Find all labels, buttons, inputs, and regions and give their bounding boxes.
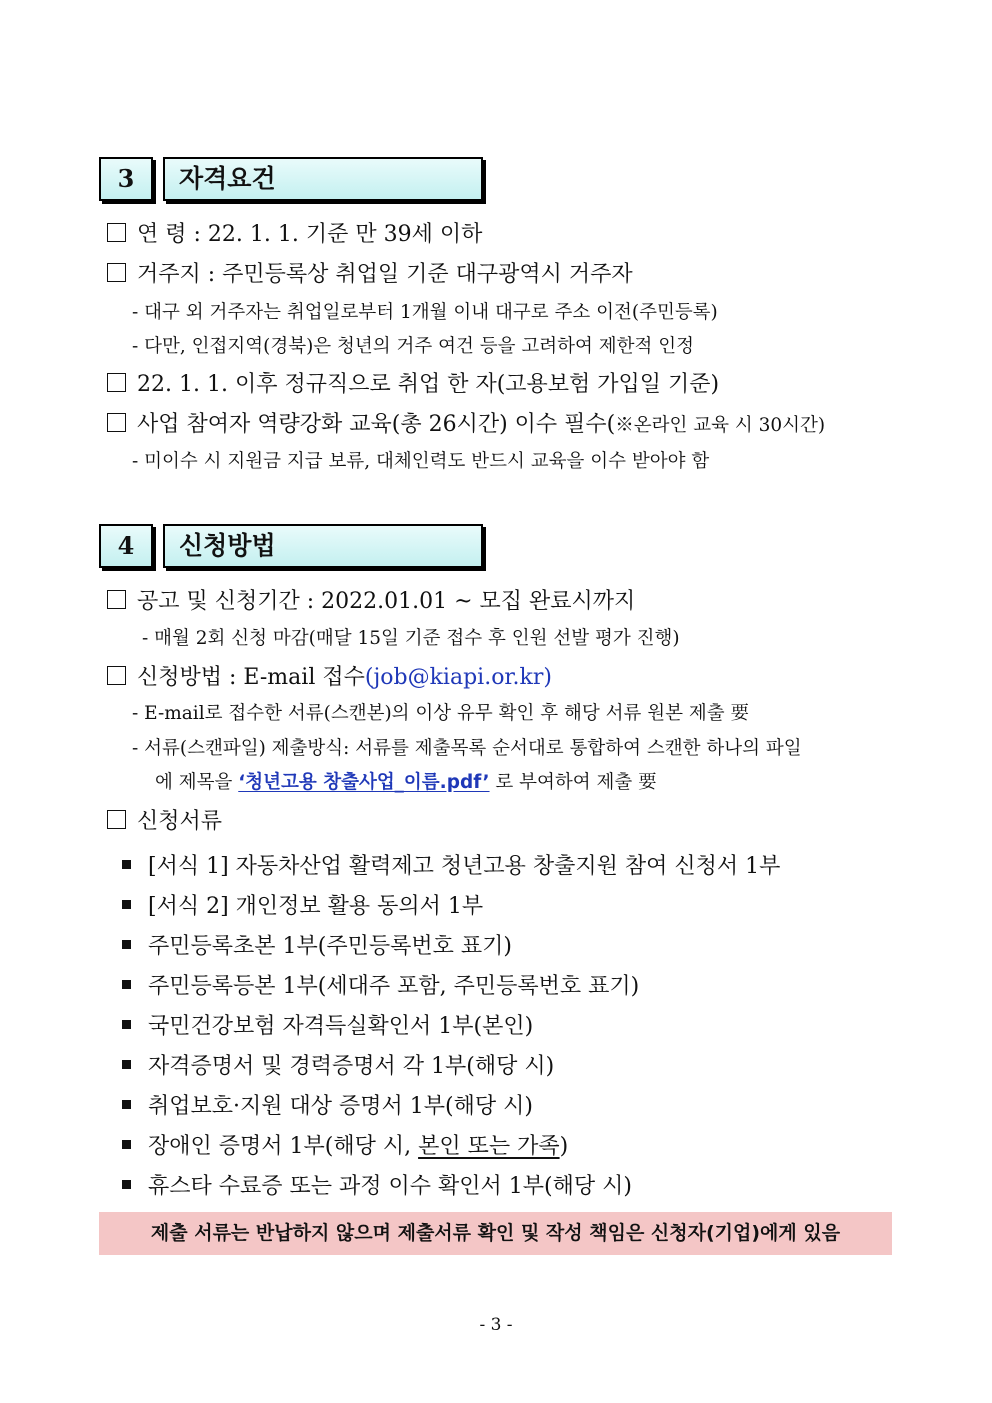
document-item-text: 국민건강보험 자격득실확인서 1부(본인) bbox=[148, 1014, 534, 1039]
residence-sub-1: - 대구 외 거주자는 취업일로부터 1개월 이내 대구로 주소 이전(주민등록) bbox=[132, 302, 718, 323]
documents-heading bbox=[107, 804, 222, 835]
square-bullet-icon bbox=[122, 860, 131, 869]
document-item-text: 자격증명서 및 경력증명서 각 1부(해당 시) bbox=[148, 1054, 555, 1079]
document-item-close: ) bbox=[559, 1134, 569, 1159]
application-method-text: 신청방법 : E-mail 접수 bbox=[137, 665, 365, 690]
age-requirement-text: 연 령 : 22. 1. 1. 기준 만 39세 이하 bbox=[137, 222, 483, 247]
filename-format: ‘청년고용 창출사업_이름.pdf’ bbox=[238, 772, 490, 793]
submission-notice: 제출 서류는 반납하지 않으며 제출서류 확인 및 작성 책임은 신청자(기업)에게 있음 bbox=[99, 1212, 892, 1255]
document-item bbox=[122, 1129, 568, 1160]
document-item-text: 주민등록등본 1부(세대주 포함, 주민등록번호 표기) bbox=[148, 974, 640, 999]
application-method bbox=[107, 660, 552, 691]
training-sub: - 미이수 시 지원금 지급 보류, 대체인력도 반드시 교육을 이수 받아야 함 bbox=[132, 451, 710, 472]
training-requirement-note: ※온라인 교육 시 30시간) bbox=[615, 415, 826, 436]
section-number-3: 3 bbox=[99, 157, 153, 201]
residence-requirement-text: 거주지 : 주민등록상 취업일 기준 대구광역시 거주자 bbox=[137, 262, 633, 287]
document-item bbox=[122, 929, 512, 960]
square-bullet-icon bbox=[122, 1100, 131, 1109]
square-bullet-icon bbox=[122, 1140, 131, 1149]
method-sub-3-post: 로 부여하여 제출 要 bbox=[489, 772, 657, 793]
page-number: - 3 - bbox=[479, 1315, 513, 1335]
method-sub-1: - E-mail로 접수한 서류(스캔본)의 이상 유무 확인 후 해당 서류 원본 제출 要 bbox=[132, 703, 750, 724]
document-item-text: 장애인 증명서 1부(해당 시, bbox=[148, 1134, 419, 1159]
documents-heading-text: 신청서류 bbox=[137, 809, 223, 834]
residence-sub-2: - 다만, 인접지역(경북)은 청년의 거주 여건 등을 고려하여 제한적 인정 bbox=[132, 336, 695, 357]
checkbox-square-icon bbox=[107, 590, 126, 609]
employment-requirement-text: 22. 1. 1. 이후 정규직으로 취업 한 자(고용보험 가입일 기준) bbox=[137, 372, 720, 397]
square-bullet-icon bbox=[122, 980, 131, 989]
method-sub-3 bbox=[155, 768, 657, 794]
document-item bbox=[122, 1089, 533, 1120]
application-email-link[interactable]: (job@kiapi.or.kr) bbox=[364, 665, 552, 690]
training-requirement bbox=[107, 407, 825, 438]
checkbox-square-icon bbox=[107, 810, 126, 829]
section-title-3: 자격요건 bbox=[163, 157, 483, 201]
square-bullet-icon bbox=[122, 1180, 131, 1189]
checkbox-square-icon bbox=[107, 666, 126, 685]
application-period-sub: - 매월 2회 신청 마감(매달 15일 기준 접수 후 인원 선발 평가 진행) bbox=[142, 628, 680, 649]
method-sub-3-pre: 에 제목을 bbox=[155, 772, 239, 793]
document-item bbox=[122, 889, 483, 920]
document-item bbox=[122, 1049, 554, 1080]
residence-requirement bbox=[107, 257, 633, 288]
checkbox-square-icon bbox=[107, 263, 126, 282]
checkbox-square-icon bbox=[107, 223, 126, 242]
square-bullet-icon bbox=[122, 1060, 131, 1069]
document-item-text: 휴스타 수료증 또는 과정 이수 확인서 1부(해당 시) bbox=[148, 1174, 632, 1199]
document-item bbox=[122, 1009, 533, 1040]
checkbox-square-icon bbox=[107, 413, 126, 432]
document-item-text: [서식 2] 개인정보 활용 동의서 1부 bbox=[148, 894, 484, 919]
method-sub-2: - 서류(스캔파일) 제출방식: 서류를 제출목록 순서대로 통합하여 스캔한 하나의 파일 bbox=[132, 738, 802, 759]
checkbox-square-icon bbox=[107, 373, 126, 392]
document-item-text: 주민등록초본 1부(주민등록번호 표기) bbox=[148, 934, 512, 959]
document-item-underlined: 본인 또는 가족 bbox=[418, 1134, 560, 1159]
square-bullet-icon bbox=[122, 940, 131, 949]
document-item-text: 취업보호·지원 대상 증명서 1부(해당 시) bbox=[148, 1094, 533, 1119]
document-item bbox=[122, 849, 780, 880]
employment-requirement bbox=[107, 367, 719, 398]
document-item bbox=[122, 969, 639, 1000]
document-item-text: [서식 1] 자동차산업 활력제고 청년고용 창출지원 참여 신청서 1부 bbox=[148, 854, 781, 879]
section-title-4: 신청방법 bbox=[163, 524, 483, 568]
application-period-text: 공고 및 신청기간 : 2022.01.01 ~ 모집 완료시까지 bbox=[137, 589, 636, 614]
application-period bbox=[107, 584, 635, 615]
square-bullet-icon bbox=[122, 900, 131, 909]
document-item bbox=[122, 1169, 632, 1200]
training-requirement-text: 사업 참여자 역량강화 교육(총 26시간) 이수 필수( bbox=[137, 412, 616, 437]
age-requirement bbox=[107, 217, 482, 248]
square-bullet-icon bbox=[122, 1020, 131, 1029]
section-number-4: 4 bbox=[99, 524, 153, 568]
